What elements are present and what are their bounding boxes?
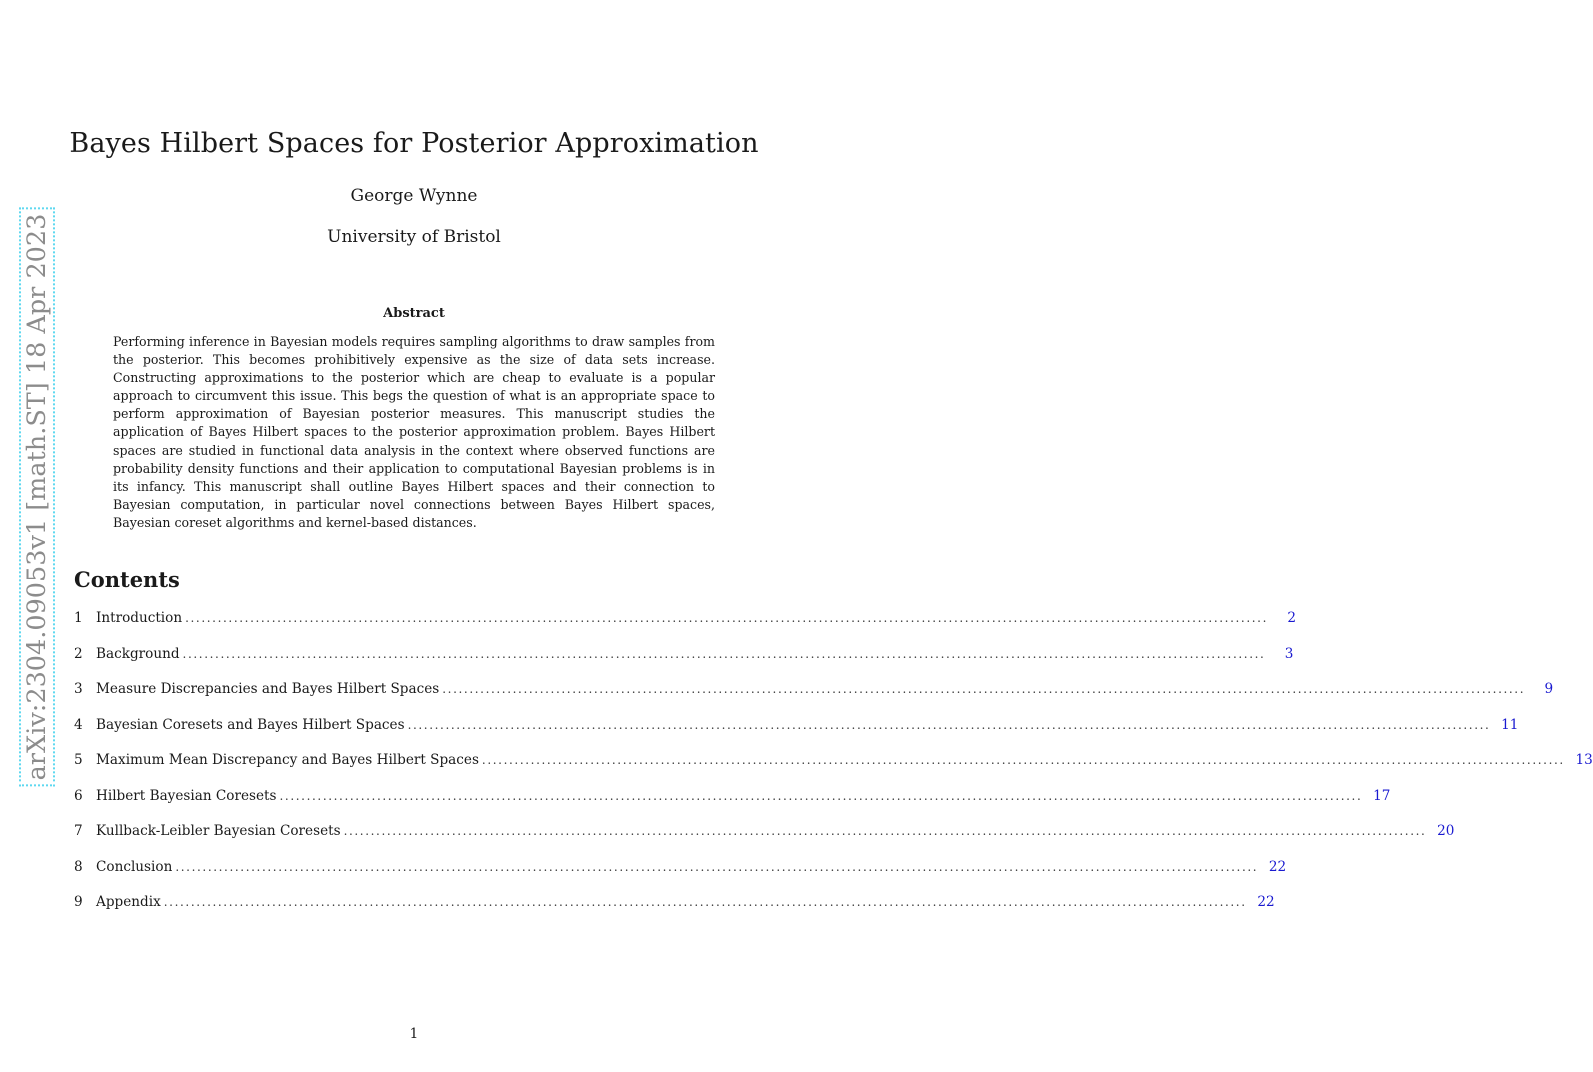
abstract-body: Performing inference in Bayesian models requires sampling algorithms to draw samples from the posterior. This becomes prohibitively expensive as the size of data sets increase. Constructing approximations to the posterior which are cheap to evaluate is a popular approach to circumvent this issue. This begs the question of what is an appropriate space to perform approximation of Bayesian posterior measures. This manuscript studies the application of Bayes Hilbert spaces to the posterior approximation problem. Bayes Hilbert spaces are studied in functional data analysis in the context where observed functions are probability density functions and their application to computational Bayesian problems is in its infancy. This manuscript shall outline Bayes Hilbert spaces and their connection to Bayesian computation, in particular novel connections between Bayes Hilbert spaces, Bayesian coreset algorithms and kernel-based distances. [113,334,715,530]
author-name: George Wynne [350,186,478,206]
toc-entry-maximum-mean-discrepancy[interactable] [74,752,1593,788]
toc-entry-number: 3 [74,681,83,697]
toc-entry-kullback-leibler-coresets[interactable] [74,823,1455,859]
toc-entry-number: 7 [74,823,83,839]
toc-leader-dots: ........................................................................................................................................................................................................ [407,717,1491,732]
toc-entry-page-link[interactable]: 9 [1544,681,1554,697]
toc-entry-title: Appendix [96,894,161,910]
toc-entry-hilbert-bayesian-coresets[interactable] [74,787,1391,824]
contents-heading: Contents [74,567,180,592]
paper-title: Bayes Hilbert Spaces for Posterior Approximation [69,128,759,159]
toc-entry-page-link[interactable]: 2 [1287,610,1296,626]
toc-entry-page-link[interactable]: 22 [1268,858,1287,875]
toc-entry-title: Measure Discrepancies and Bayes Hilbert Spaces [96,681,440,697]
toc-leader-dots: ........................................................................................................................................................................................................ [481,753,1565,767]
toc-entry-number: 2 [74,645,83,662]
toc-entry-appendix[interactable] [74,894,1275,930]
toc-entry-number: 9 [74,894,83,910]
toc-leader-dots: ........................................................................................................................................................................................................ [175,859,1259,874]
toc-leader-dots: ........................................................................................................................................................................................................ [343,824,1427,838]
toc-entry-background[interactable] [74,645,1294,682]
toc-entry-title: Hilbert Bayesian Coresets [96,787,277,804]
toc-leader-dots: ........................................................................................................................................................................................................ [279,788,1363,803]
toc-entry-number: 6 [74,787,83,804]
toc-leader-dots: ........................................................................................................................................................................................................ [182,646,1266,661]
toc-entry-page-link[interactable]: 13 [1575,752,1593,768]
toc-entry-bayesian-coresets[interactable] [74,716,1519,753]
toc-entry-title: Conclusion [96,858,173,875]
toc-entry-number: 5 [74,752,83,768]
toc-entry-page-link[interactable]: 20 [1437,823,1455,839]
page-number: 1 [409,1026,419,1042]
toc-entry-page-link[interactable]: 22 [1257,894,1275,910]
toc-leader-dots: ........................................................................................................................................................................................................ [163,895,1247,909]
toc-entry-page-link[interactable]: 3 [1284,645,1294,662]
toc-entry-number: 8 [74,858,83,875]
toc-entry-introduction[interactable] [74,610,1296,646]
toc-entry-measure-discrepancies[interactable] [74,681,1554,717]
author-affiliation: University of Bristol [327,227,501,247]
toc-entry-title: Maximum Mean Discrepancy and Bayes Hilbert Spaces [96,752,479,768]
arxiv-stamp: arXiv:2304.09053v1 [math.ST] 18 Apr 2023 [19,208,55,787]
toc-entry-number: 1 [74,610,83,626]
toc-entry-title: Background [96,645,180,662]
toc-entry-page-link[interactable]: 11 [1501,716,1519,733]
toc-leader-dots: ........................................................................................................................................................................................................ [442,682,1526,696]
toc-entry-number: 4 [74,716,83,733]
toc-entry-title: Kullback-Leibler Bayesian Coresets [96,823,341,839]
abstract-heading: Abstract [383,306,445,321]
table-of-contents [74,610,1593,930]
toc-entry-conclusion[interactable] [74,858,1287,895]
toc-entry-title: Bayesian Coresets and Bayes Hilbert Spaces [96,716,405,733]
toc-entry-page-link[interactable]: 17 [1373,787,1391,804]
toc-leader-dots: ........................................................................................................................................................................................................ [185,611,1268,625]
toc-entry-title: Introduction [96,610,183,626]
